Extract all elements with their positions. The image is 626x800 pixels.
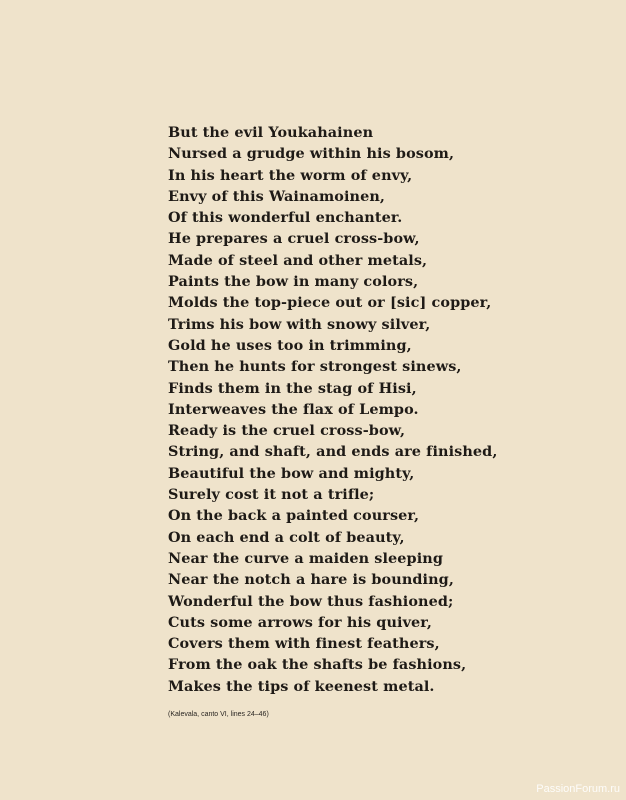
poem-line: Molds the top-piece out or [sic] copper,: [168, 294, 492, 312]
citation: (Kalevala, canto VI, lines 24–46): [168, 711, 269, 718]
poem-line: Trims his bow with snowy silver,: [168, 315, 431, 333]
poem-line: String, and shaft, and ends are finished,: [168, 443, 498, 461]
poem-line: Of this wonderful enchanter.: [168, 209, 403, 227]
poem-line: He prepares a cruel cross-bow,: [168, 230, 420, 248]
poem-line: Interweaves the flax of Lempo.: [168, 400, 419, 418]
poem-line: On each end a colt of beauty,: [168, 528, 405, 546]
watermark: PassionForum.ru: [536, 783, 620, 795]
poem-line: Finds them in the stag of Hisi,: [168, 379, 417, 397]
poem-line: Near the curve a maiden sleeping: [168, 549, 444, 567]
poem-line: On the back a painted courser,: [168, 507, 420, 525]
poem-line: Paints the bow in many colors,: [168, 273, 419, 291]
poem-line: Made of steel and other metals,: [168, 251, 428, 269]
poem-line: Covers them with finest feathers,: [168, 635, 440, 653]
poem-line: Cuts some arrows for his quiver,: [168, 613, 433, 631]
poem-line: Near the notch a hare is bounding,: [168, 571, 454, 589]
poem-line: Then he hunts for strongest sinews,: [168, 358, 462, 376]
poem-line: From the oak the shafts be fashions,: [168, 656, 467, 674]
poem-line: Wonderful the bow thus fashioned;: [168, 592, 454, 610]
poem-line: Nursed a grudge within his bosom,: [168, 145, 455, 163]
poem-line: In his heart the worm of envy,: [168, 166, 413, 184]
poem-line: Gold he uses too in trimming,: [168, 336, 412, 354]
poem-line: Makes the tips of keenest metal.: [168, 677, 435, 695]
poem-line: Beautiful the bow and mighty,: [168, 464, 415, 482]
poem-stanza: [168, 122, 497, 697]
poem-line: But the evil Youkahainen: [168, 124, 374, 141]
poem-line: Ready is the cruel cross-bow,: [168, 422, 406, 440]
poem-line: Surely cost it not a trifle;: [168, 486, 375, 504]
poem-line: Envy of this Wainamoinen,: [168, 187, 386, 205]
